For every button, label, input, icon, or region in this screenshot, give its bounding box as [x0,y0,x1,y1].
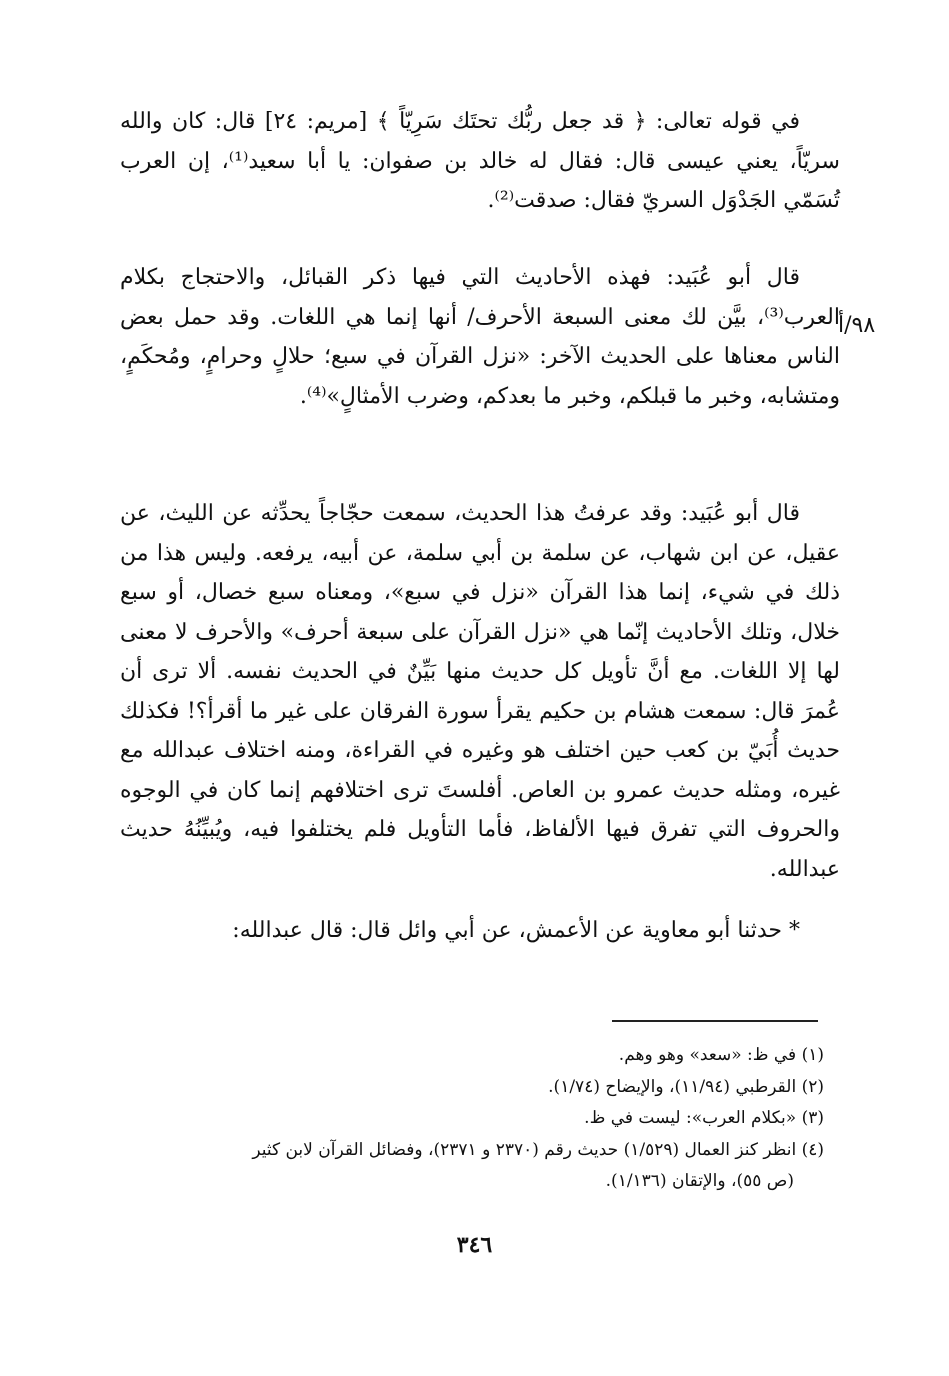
footnote-2: (٢) القرطبي (١١/٩٤)، والإيضاح (١/٧٤). [548,1076,824,1097]
paragraph-quran-verse: في قوله تعالى: ﴿ قد جعل ربُّك تحتَك سَرِيّاً ﴾ [مريم: ٢٤] قال: كان والله سريّاً، يعني عيسى قال: فقال له خالد بن صفوان: يا أبا سعيد⁽¹⁾، إن العرب تُسَمّي الجَدْوَل السريّ فقال: صدقت⁽²⁾. [120,109,840,213]
paragraph-abu-ubayd: قال أبو عُبَيد: وقد عرفتُ هذا الحديث، سمعت حجّاجاً يحدِّثه عن الليث، عن عقيل، عن ابن شهاب، عن سلمة بن أبي سلمة، عن أبيه، يرفعه. وليس هذا من ذلك في شيء، إنما هذا القرآن «نزل في سبع»، ومعناه سبع خصال، أو سبع خلال، وتلك الأحاديث إنّما هي «نزل القرآن على سبعة أحرف» والأحرف لا معنى لها إلا اللغات. مع أنَّ تأويل كل حديث منها بَيِّنٌ في الحديث نفسه. ألا ترى أن عُمرَ قال: سمعت هشام بن حكيم يقرأ سورة الفرقان على غير ما أقرأ؟! فكذلك حديث أُبَيّ بن كعب حين اختلف هو وغيره في القراءة، ومنه اختلاف عبدالله مع غيره، ومثله حديث عمرو بن العاص. أفلستَ ترى اختلافهم إنما كان في الوجوه والحروف التي تفرق فيها الألفاظ، فأما التأويل فلم يختلفوا فيه، ويُبيِّنُهُ حديث عبدالله. [120,501,840,882]
paragraph-tribes-hadith: قال أبو عُبَيد: فهذه الأحاديث التي فيها ذكر القبائل، والاحتجاج بكلام العرب⁽³⁾، بيَّن لك معنى السبعة الأحرف/ أنها إنما هي اللغات. وقد حمل بعض الناس معناها على الحديث الآخر: «نزل القرآن في سبع؛ حلالٍ وحرامٍ، ومُحكَمٍ، ومتشابه، وخبر ما قبلكم، وخبر ما بعدكم، وضرب الأمثالٍ»⁽⁴⁾. [120,265,840,409]
main-text-block-1 [120,102,840,221]
footnote-4: (٤) انظر كنز العمال (١/٥٢٩) حديث رقم (٢٣٧٠ و ٢٣٧١)، وفضائل القرآن لابن كثير [252,1139,824,1160]
footnote-4-continued: (ص ٥٥)، والإتقان (١/١٣٦). [605,1171,794,1191]
footnote-1: (١) في ظ: «سعد» وهو وهم. [618,1045,824,1065]
page-number: ٣٤٦ [456,1232,493,1258]
footnotes [112,1040,824,1198]
main-text-block-3 [120,494,840,951]
manuscript-folio-marker: ٩٨/أ [838,313,876,338]
footnote-separator [612,1020,818,1022]
paragraph-isnad: * حدثنا أبو معاوية عن الأعمش، عن أبي وائل قال: قال عبدالله: [232,918,800,943]
main-text-block-2 [120,258,840,416]
footnote-3: (٣) «بكلام العرب»: ليست في ظ. [584,1108,824,1128]
